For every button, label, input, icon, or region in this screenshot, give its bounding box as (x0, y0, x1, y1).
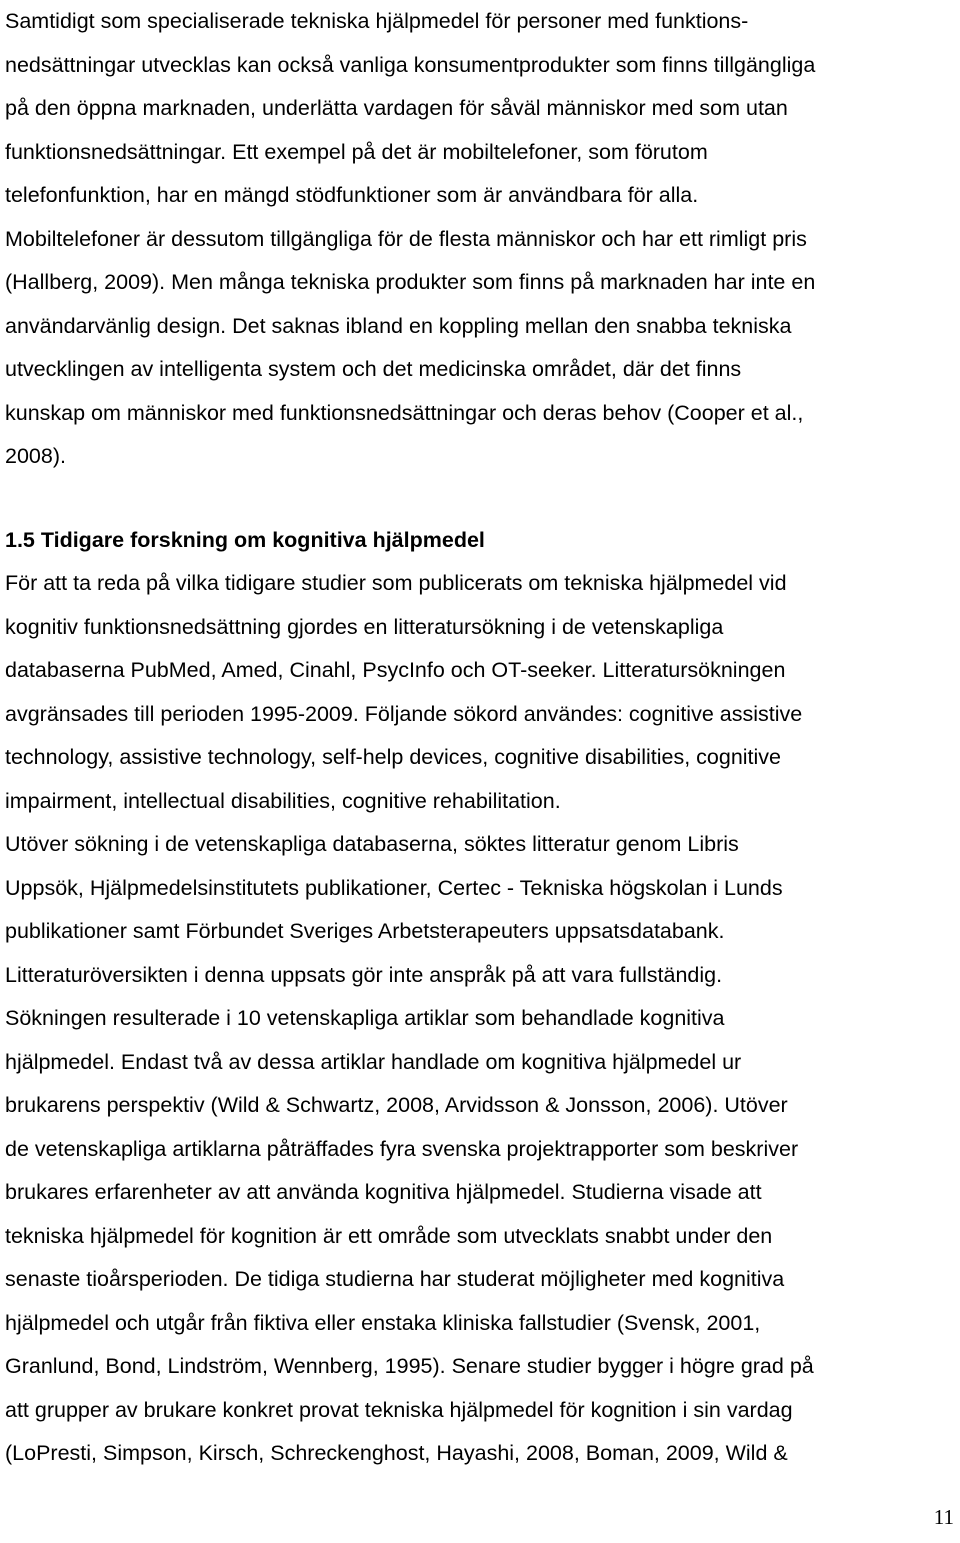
text-line: brukarens perspektiv (Wild & Schwartz, 2008, Arvidsson & Jonsson, 2006). Utöver (5, 1093, 788, 1117)
text-line: (LoPresti, Simpson, Kirsch, Schreckenghost, Hayashi, 2008, Boman, 2009, Wild & (5, 1441, 788, 1465)
paragraph-intro (5, 0, 957, 479)
text-line: nedsättningar utvecklas kan också vanliga konsumentprodukter som finns tillgängliga (5, 52, 816, 77)
text-line: 2008). (5, 444, 66, 468)
text-line: brukares erfarenheter av att använda kognitiva hjälpmedel. Studierna visade att (5, 1180, 762, 1204)
text-line: impairment, intellectual disabilities, cognitive rehabilitation. (5, 788, 561, 813)
text-line: tekniska hjälpmedel för kognition är ett område som utvecklats snabbt under den (5, 1223, 773, 1248)
text-line: användarvänlig design. Det saknas ibland en koppling mellan den snabba tekniska (5, 313, 792, 338)
page-number: 11 (933, 1505, 954, 1529)
text-line: utvecklingen av intelligenta system och det medicinska området, där det finns (5, 357, 742, 381)
text-line: publikationer samt Förbundet Sveriges Arbetsterapeuters uppsatsdatabank. (5, 919, 725, 943)
text-line: på den öppna marknaden, underlätta vardagen för såväl människor med som utan (5, 96, 788, 120)
text-line: technology, assistive technology, self-help devices, cognitive disabilities, cognitive (5, 745, 782, 769)
document-page (5, 0, 957, 1476)
text-line: Utöver sökning i de vetenskapliga databaserna, söktes litteratur genom Libris (5, 832, 739, 856)
section-heading: 1.5 Tidigare forskning om kognitiva hjälpmedel (5, 527, 485, 552)
paragraph-search-method (5, 562, 957, 823)
text-line: kognitiv funktionsnedsättning gjordes en litteratursökning i de vetenskapliga (5, 614, 724, 639)
text-line: Uppsök, Hjälpmedelsinstitutets publikationer, Certec - Tekniska högskolan i Lunds (5, 875, 783, 900)
text-line: Mobiltelefoner är dessutom tillgängliga för de flesta människor och har ett rimligt pris (5, 226, 807, 251)
text-line: avgränsades till perioden 1995-2009. Följande sökord användes: cognitive assistive (5, 701, 803, 726)
paragraph-search-results (5, 823, 957, 1476)
text-line: Samtidigt som specialiserade tekniska hjälpmedel för personer med funktions- (5, 9, 749, 33)
text-line: de vetenskapliga artiklarna påträffades fyra svenska projektrapporter som beskriver (5, 1136, 799, 1161)
text-line: att grupper av brukare konkret provat tekniska hjälpmedel för kognition i sin vardag (5, 1397, 793, 1422)
text-line: kunskap om människor med funktionsnedsättningar och deras behov (Cooper et al., (5, 400, 804, 425)
text-line: För att ta reda på vilka tidigare studier som publicerats om tekniska hjälpmedel vid (5, 571, 787, 595)
text-line: hjälpmedel och utgår från fiktiva eller enstaka kliniska fallstudier (Svensk, 2001, (5, 1310, 761, 1335)
text-line: Sökningen resulterade i 10 vetenskapliga artiklar som behandlade kognitiva (5, 1006, 725, 1030)
text-line: databaserna PubMed, Amed, Cinahl, PsycInfo och OT-seeker. Litteratursökningen (5, 658, 786, 682)
text-line: senaste tioårsperioden. De tidiga studierna har studerat möjligheter med kognitiva (5, 1267, 785, 1291)
text-line: Granlund, Bond, Lindström, Wennberg, 1995). Senare studier bygger i högre grad på (5, 1354, 814, 1378)
text-line: telefonfunktion, har en mängd stödfunktioner som är användbara för alla. (5, 183, 699, 207)
text-line: (Hallberg, 2009). Men många tekniska produkter som finns på marknaden har inte en (5, 270, 816, 294)
text-line: funktionsnedsättningar. Ett exempel på det är mobiltelefoner, som förutom (5, 139, 708, 164)
text-line: hjälpmedel. Endast två av dessa artiklar handlade om kognitiva hjälpmedel ur (5, 1049, 742, 1074)
text-line: Litteraturöversikten i denna uppsats gör inte anspråk på att vara fullständig. (5, 962, 723, 987)
